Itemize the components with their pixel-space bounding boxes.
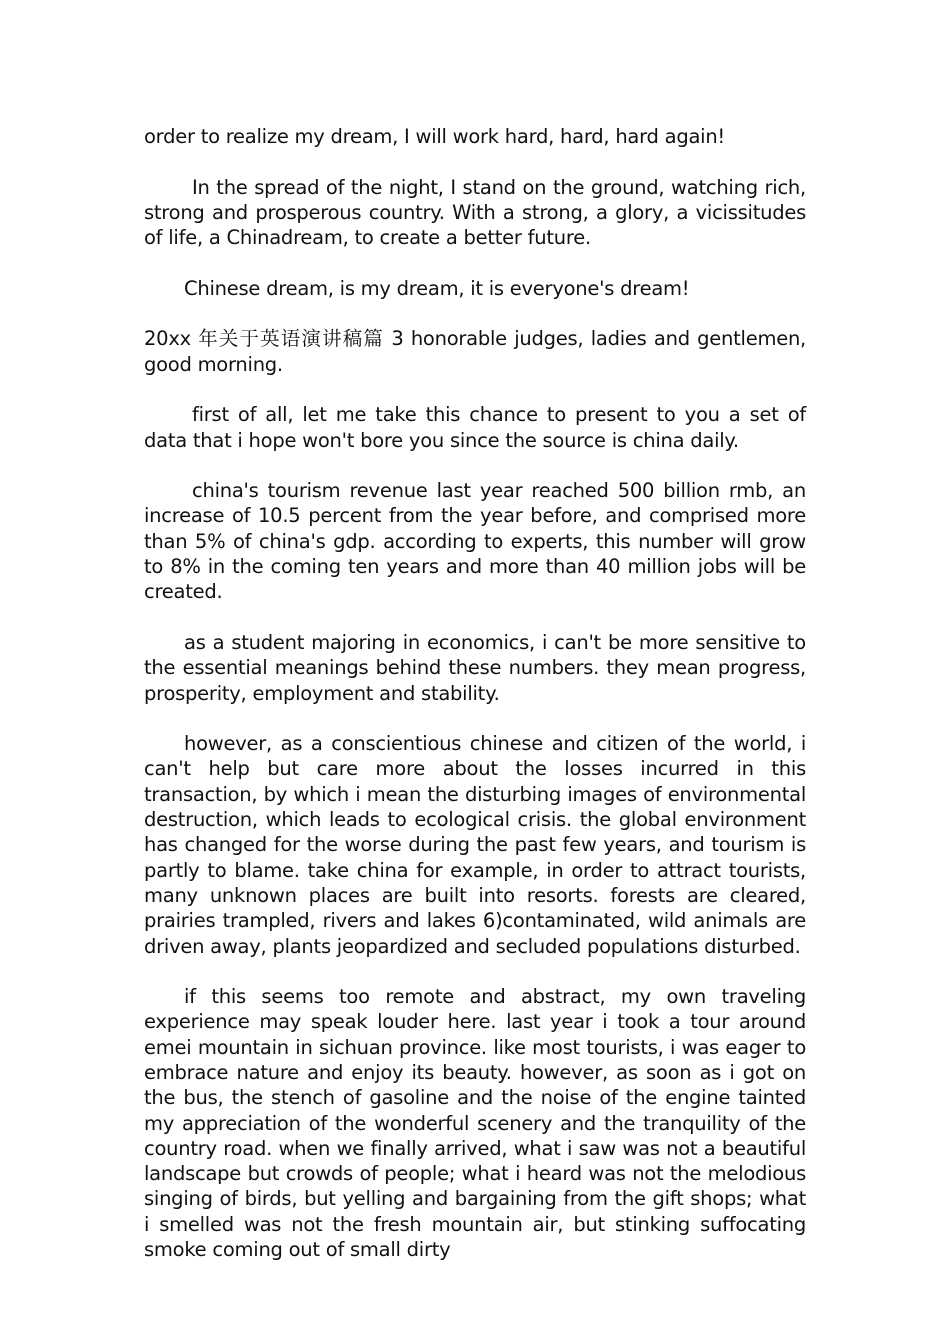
paragraph-tourism-revenue: china's tourism revenue last year reached 500 billion rmb, an increase of 10.5 percent from the year before, and comprised more than 5% of china's gdp. according to experts, this number will grow to 8% in the coming ten years and more than 40 million jobs will be created. bbox=[144, 479, 806, 604]
paragraph-dream-closing: order to realize my dream, I will work hard, hard, hard again! bbox=[144, 125, 725, 148]
paragraph-student-economics: as a student majoring in economics, i can't be more sensitive to the essential meanings behind these numbers. they mean progress, prosperity, employment and stability. bbox=[144, 630, 806, 705]
paragraph-night: In the spread of the night, I stand on the ground, watching rich, strong and prosperous country. With a strong, a glory, a vicissitudes of life, a Chinadream, to create a better future. bbox=[144, 175, 806, 250]
paragraph-chinese-dream: Chinese dream, is my dream, it is everyone's dream! bbox=[184, 276, 690, 300]
paragraph-speech-heading: 20xx 年关于英语演讲稿篇 3 honorable judges, ladies and gentlemen, good morning. bbox=[144, 327, 806, 376]
document-body bbox=[144, 124, 806, 1262]
paragraph-however: however, as a conscientious chinese and citizen of the world, i can't help but care more about the losses incurred in this transaction, by which i mean the disturbing images of environmental destruction, which leads to ecological crisis. the global environment has changed for the worse during the past few years, and tourism is partly to blame. take china for example, in order to attract tourists, many unknown places are built into resorts. forests are cleared, prairies trampled, rivers and lakes 6)contaminated, wild animals are driven away, plants jeopardized and secluded populations disturbed. bbox=[144, 732, 806, 958]
paragraph-first-of-all: first of all, let me take this chance to present to you a set of data that i hope won't bore you since the source is china daily. bbox=[144, 403, 806, 452]
paragraph-travel-experience: if this seems too remote and abstract, my own traveling experience may speak louder here. last year i took a tour around emei mountain in sichuan province. like most tourists, i was eager to embrace nature and enjoy its beauty. however, as soon as i got on the bus, the stench of gasoline and the noise of the engine tainted my appreciation of the wonderful scenery and the tranquility of the country road. when we finally arrived, what i saw was not a beautiful landscape but crowds of people; what i heard was not the melodious singing of birds, but yelling and bargaining from the gift shops; what i smelled was not the fresh mountain air, but stinking suffocating smoke coming out of small dirty bbox=[144, 985, 806, 1262]
